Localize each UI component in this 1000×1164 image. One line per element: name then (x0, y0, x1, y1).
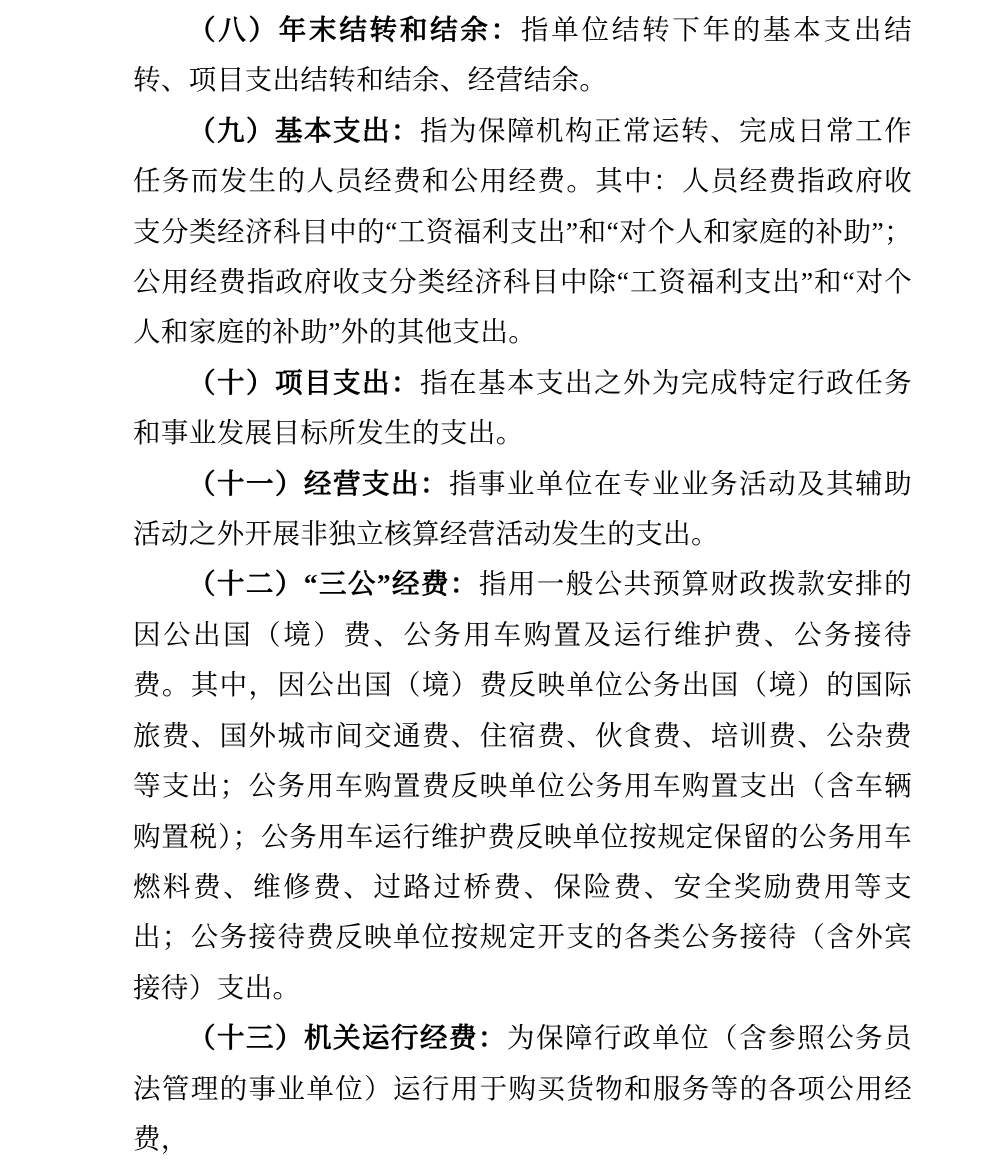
term-definition: 指在基本支出之外为完成特定行政任务和事业发展目标所发生的支出。 (133, 366, 912, 449)
term-label: （八）年末结转和结余： (188, 14, 521, 45)
paragraph (133, 459, 912, 560)
term-definition: 指为保障机构正常运转、完成日常工作任务而发生的人员经费和公用经费。其中：人员经费指政府收支分类经济科目中的“工资福利支出”和“对个人和家庭的补助”；公用经费指政府收支分类经济科目中除“工资福利支出”和“对个人和家庭的补助”外的其他支出。 (133, 114, 912, 348)
term-label: （十三）机关运行经费： (188, 1022, 508, 1054)
term-definition: 为保障行政单位（含参照公务员法管理的事业单位）运行用于购买货物和服务等的各项公用经费， (133, 1022, 912, 1154)
term-definition: 指事业单位在专业业务活动及其辅助活动之外开展非独立核算经营活动发生的支出。 (133, 467, 912, 550)
term-definition: 指单位结转下年的基本支出结转、项目支出结转和结余、经营结余。 (133, 14, 912, 96)
paragraph (133, 559, 912, 1013)
paragraph (133, 1013, 912, 1164)
paragraph (133, 358, 912, 459)
paragraph-list (133, 5, 912, 1164)
term-label: （十一）经营支出： (188, 467, 450, 499)
term-definition: 指用一般公共预算财政拨款安排的因公出国（境）费、公务用车购置及运行维护费、公务接待费。其中，因公出国（境）费反映单位公务出国（境）的国际旅费、国外城市间交通费、住宿费、伙食费、培训费、公杂费等支出；公务用车购置费反映单位公务用车购置支出（含车辆购置税）；公务用车运行维护费反映单位按规定保留的公务用车燃料费、维修费、过路过桥费、保险费、安全奖励费用等支出；公务接待费反映单位按规定开支的各类公务接待（含外宾接待）支出。 (133, 568, 913, 1003)
paragraph (133, 5, 912, 106)
term-label: （十）项目支出： (188, 366, 421, 398)
term-label: （九）基本支出： (188, 114, 421, 146)
term-label: （十二）“三公”经费： (188, 568, 479, 600)
paragraph (133, 106, 912, 358)
